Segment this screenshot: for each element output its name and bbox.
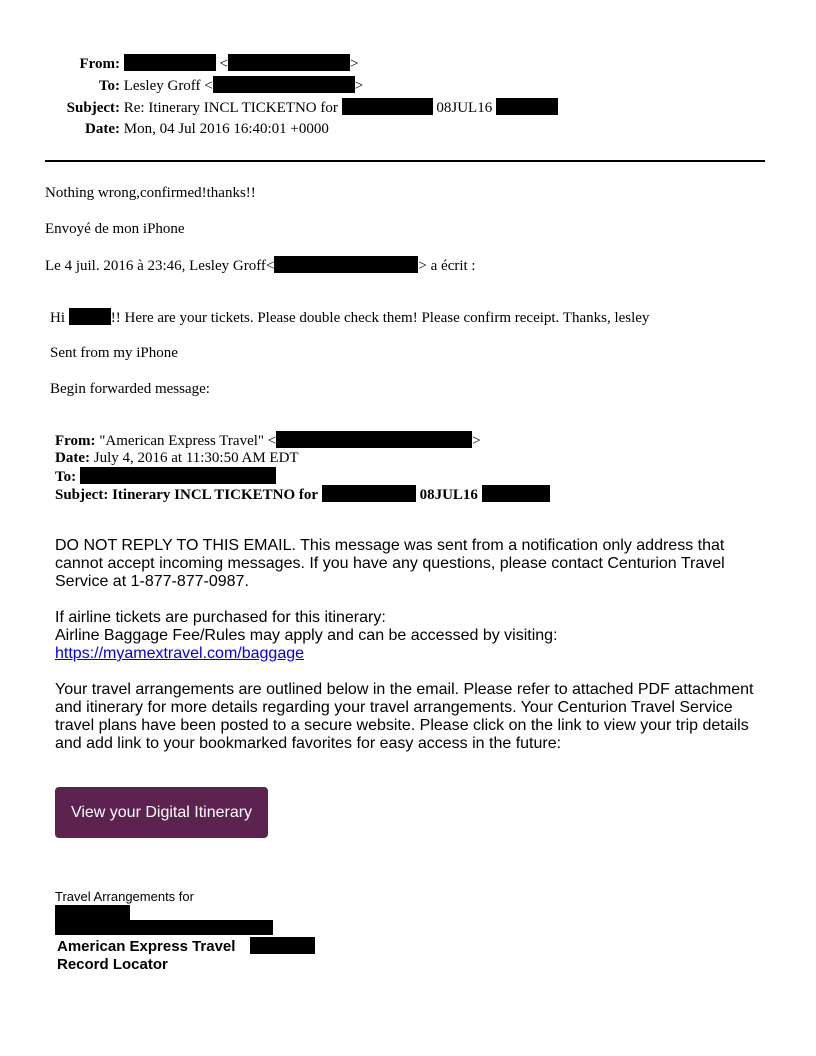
- fwd-to-label: To:: [55, 469, 77, 485]
- fwd-subject-row: [55, 485, 550, 504]
- redacted-recipient-email: [213, 76, 355, 93]
- baggage-link-row: [55, 645, 304, 663]
- baggage-intro: If airline tickets are purchased for this itinerary:: [55, 609, 386, 626]
- notice-paragraph: DO NOT REPLY TO THIS EMAIL. This message was sent from a notification only address that cannot accept incoming messages. If you have any questions, please contact Centurion Travel Service at 1-877-877-0987.: [55, 537, 725, 590]
- header-date-label: Date:: [85, 121, 120, 137]
- redacted-fwd-subject-code: [482, 485, 550, 502]
- header-subject-label: Subject:: [66, 100, 120, 116]
- redacted-subject-code: [496, 98, 558, 115]
- record-locator-line2: Record Locator: [57, 956, 168, 973]
- header-subject-row: [60, 98, 558, 117]
- fwd-subject-label: Subject:: [55, 487, 109, 503]
- header-divider: [45, 160, 765, 162]
- header-subject-date: 08JUL16: [436, 100, 493, 116]
- redacted-traveler-details: [55, 920, 273, 935]
- baggage-link[interactable]: https://myamextravel.com/baggage: [55, 645, 305, 662]
- fwd-subject-date: 08JUL16: [419, 487, 478, 503]
- header-date-value: Mon, 04 Jul 2016 16:40:01 +0000: [123, 121, 329, 137]
- redacted-quote-email: [274, 256, 418, 273]
- baggage-rules: Airline Baggage Fee/Rules may apply and can be accessed by visiting:: [55, 627, 558, 644]
- header-date-row: [60, 120, 329, 138]
- record-locator-label: [57, 937, 315, 974]
- record-locator-line1: American Express Travel: [57, 938, 236, 955]
- header-to-name: Lesley Groff: [123, 78, 201, 94]
- redacted-fwd-email: [276, 431, 472, 448]
- quoted-sent-from: Sent from my iPhone: [50, 345, 178, 361]
- quote-attribution: Le 4 juil. 2016 à 23:46, Lesley Groff< > a écrit :: [45, 258, 476, 274]
- header-to-label: To:: [98, 78, 120, 94]
- redacted-fwd-recipient: [80, 467, 276, 484]
- fwd-to-row: [55, 467, 276, 486]
- reply-line-1: Nothing wrong,confirmed!thanks!!: [45, 185, 256, 201]
- redacted-sender-email: [228, 54, 350, 71]
- quoted-message: !! Here are your tickets. Please double check them! Please confirm receipt. Thanks, lesley: [110, 310, 650, 326]
- fwd-from-row: From: "American Express Travel" < >: [55, 433, 481, 449]
- quoted-greeting: [50, 308, 649, 327]
- header-to-row: To: Lesley Groff < >: [60, 76, 363, 95]
- fwd-from-value: "American Express Travel": [99, 433, 265, 449]
- quote-attribution-prefix: Le 4 juil. 2016 à 23:46, Lesley Groff: [45, 258, 266, 274]
- header-from-label: From:: [79, 56, 120, 72]
- quote-attribution-suffix: a écrit :: [430, 258, 476, 274]
- fwd-date-row: [55, 449, 299, 467]
- redacted-fwd-subject-name: [322, 485, 416, 502]
- header-from-row: From: < >: [60, 54, 358, 73]
- travel-arrangements-for: Travel Arrangements for: [55, 889, 194, 904]
- fwd-subject-prefix: Itinerary INCL TICKETNO for: [112, 487, 319, 503]
- fwd-from-label: From:: [55, 433, 96, 449]
- redacted-record-locator: [250, 937, 315, 954]
- reply-signature: Envoyé de mon iPhone: [45, 221, 185, 237]
- travel-arrangements-paragraph: Your travel arrangements are outlined below in the email. Please refer to attached PDF attachment and itinerary for more details regarding your travel arrangements. Your Centurion Travel Service travel plans have been posted to a secure website. Please click on the link to view your trip details and add link to your bookmarked favorites for easy access in the future:: [55, 681, 754, 752]
- fwd-date-label: Date:: [55, 450, 90, 466]
- redacted-sender-name: [124, 54, 216, 71]
- redacted-subject-name: [342, 98, 433, 115]
- fwd-date-value: July 4, 2016 at 11:30:50 AM EDT: [93, 450, 299, 466]
- quoted-hi: Hi: [50, 310, 65, 326]
- redacted-traveler-name: [55, 905, 130, 920]
- redacted-greeting-name: [69, 308, 111, 325]
- view-digital-itinerary-button[interactable]: View your Digital Itinerary: [55, 787, 268, 838]
- header-subject-prefix: Re: Itinerary INCL TICKETNO for: [123, 100, 338, 116]
- begin-forwarded: Begin forwarded message:: [50, 381, 210, 397]
